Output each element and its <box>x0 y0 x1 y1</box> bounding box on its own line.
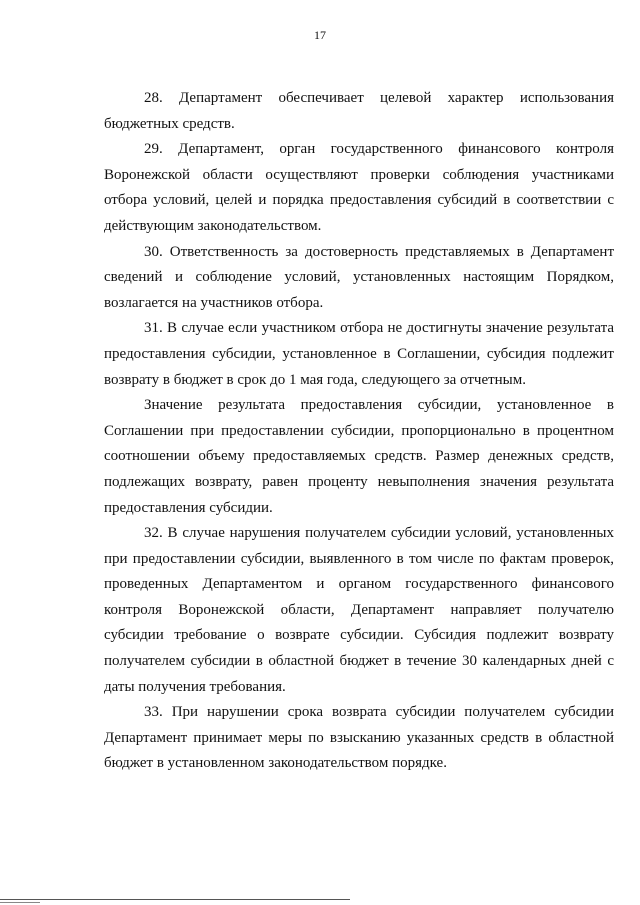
document-body <box>104 86 614 777</box>
paragraph-30: 30. Ответственность за достоверность представляемых в Департамент сведений и соблюдение условий, установленных настоящим Порядком, возлагается на участников отбора. <box>104 243 614 311</box>
paragraph-31: 31. В случае если участником отбора не достигнуты значение результата предоставления субсидии, установленное в Соглашении, субсидия подлежит возврату в бюджет в срок до 1 мая года, следующего за отчетным. <box>104 320 614 388</box>
paragraph-32: 32. В случае нарушения получателем субсидии условий, установленных при предоставлении субсидии, выявленного в том числе по фактам проверок, проведенных Департаментом и органом государственного финансового контроля Воронежской области, Департамент направляет получателю субсидии требование о возврате субсидии. Субсидия подлежит возврату получателем субсидии в областной бюджет в течение 30 календарных дней с даты получения требования. <box>104 525 614 695</box>
bottom-divider <box>0 899 350 900</box>
bottom-divider-short <box>0 902 40 903</box>
paragraph-33: 33. При нарушении срока возврата субсидии получателем субсидии Департамент принимает меры по взысканию указанных средств в областной бюджет в установленном законодательством порядке. <box>104 704 614 772</box>
page-number: 17 <box>314 28 326 42</box>
paragraph-29: 29. Департамент, орган государственного финансового контроля Воронежской области осуществляют проверки соблюдения участниками отбора условий, целей и порядка предоставления субсидий в соответствии с действующим законодательством. <box>104 141 614 234</box>
paragraph-28: 28. Департамент обеспечивает целевой характер использования бюджетных средств. <box>104 90 614 132</box>
paragraph-31-continuation: Значение результата предоставления субсидии, установленное в Соглашении при предоставлении субсидии, пропорционально в процентном соотношении объему предоставляемых средств. Размер денежных средств, подлежащих возврату, равен проценту невыполнения значения результата предоставления субсидии. <box>104 397 614 516</box>
